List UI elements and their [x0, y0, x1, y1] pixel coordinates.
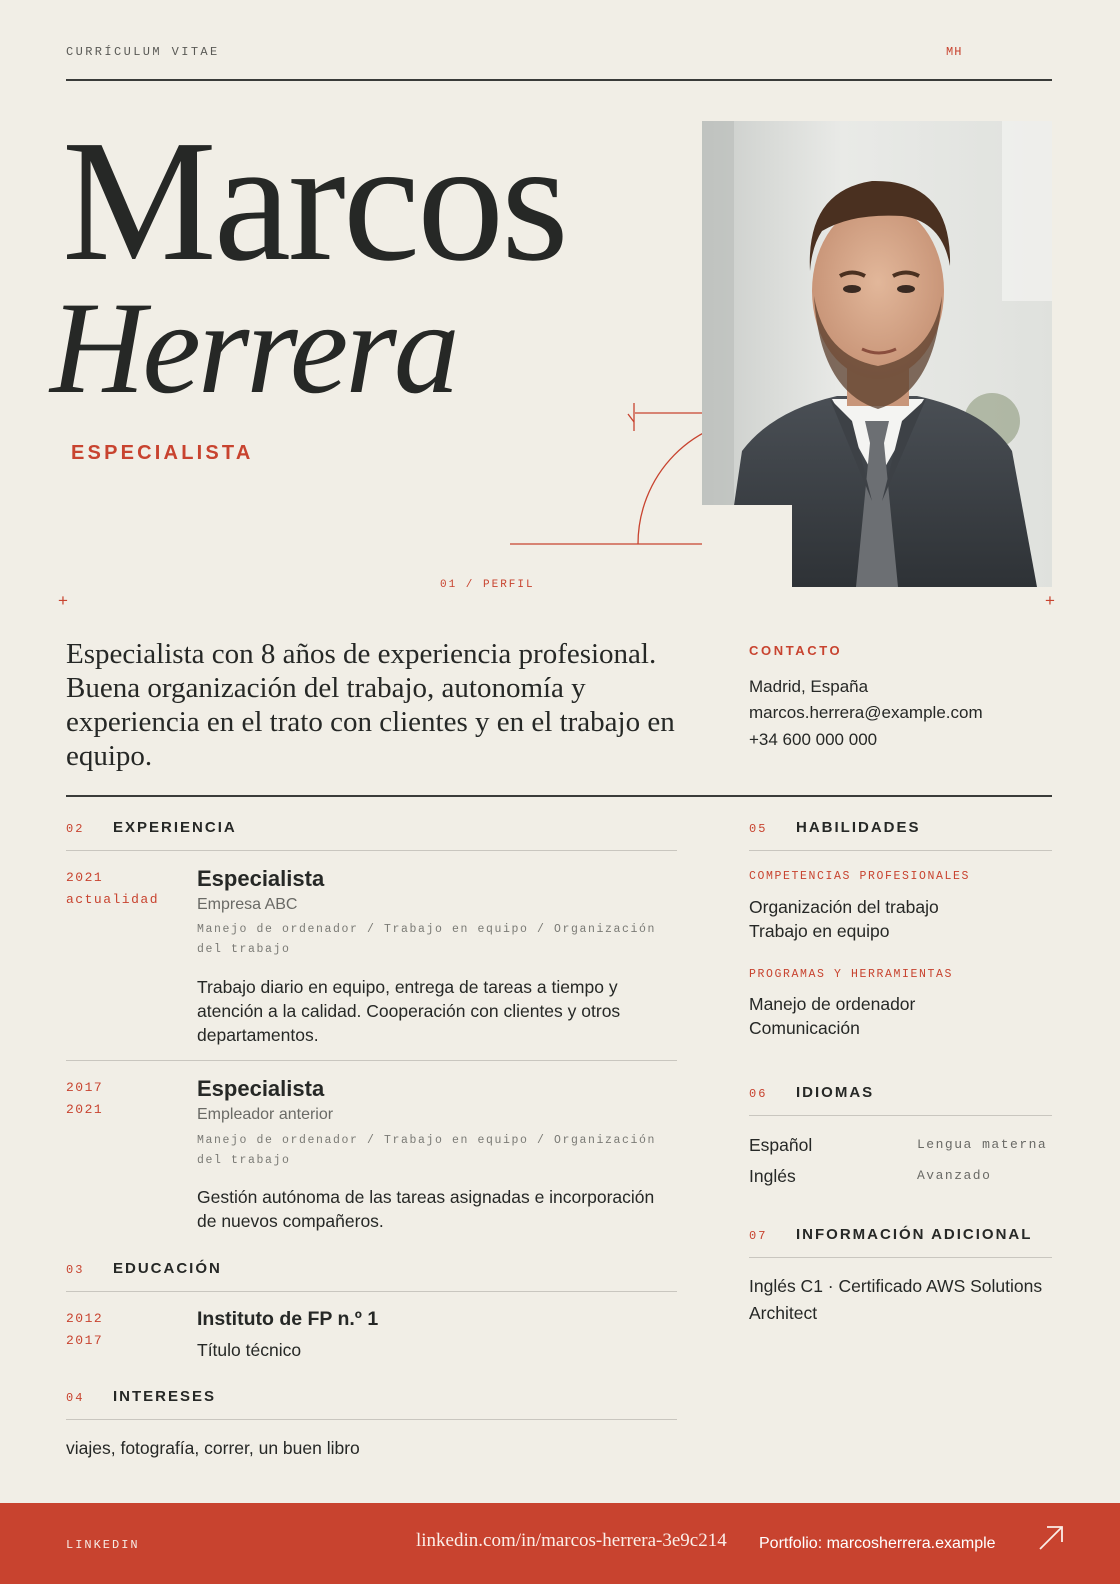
skills-heading: HABILIDADES — [796, 819, 921, 836]
contact-location: Madrid, España — [749, 677, 869, 696]
additional-section-number: 07 — [749, 1229, 768, 1243]
education-degree: Título técnico — [197, 1340, 302, 1360]
job-2-end-year: 2021 — [66, 1102, 104, 1117]
interests-heading: INTERESES — [113, 1388, 217, 1405]
skills-divider — [749, 850, 1052, 851]
experience-heading: EXPERIENCIA — [113, 819, 237, 836]
education-section-number: 03 — [66, 1263, 85, 1277]
job-divider — [66, 1060, 677, 1061]
document-label: CURRÍCULUM VITAE — [66, 45, 220, 59]
tool-item: Manejo de ordenador — [749, 994, 916, 1014]
experience-section-number: 02 — [66, 822, 85, 836]
profile-summary: Especialista con 8 años de experiencia profesional. Buena organización del trabajo, autonomía y experiencia en el trato con clientes y en el trabajo en equipo. — [66, 638, 675, 772]
role-title: ESPECIALISTA — [71, 442, 254, 464]
footer-linkedin-label: LINKEDIN — [66, 1538, 140, 1552]
job-1-company: Empresa ABC — [197, 896, 298, 913]
job-2-skills: Manejo de ordenador / Trabajo en equipo / Organización del trabajo — [197, 1134, 657, 1167]
tool-item: Comunicación — [749, 1018, 860, 1038]
language-level: Lengua materna — [917, 1137, 1048, 1152]
interests-section-number: 04 — [66, 1391, 85, 1405]
languages-section-number: 06 — [749, 1087, 768, 1101]
education-heading: EDUCACIÓN — [113, 1260, 222, 1277]
last-name: Herrera — [50, 274, 457, 421]
experience-divider — [66, 850, 677, 851]
interests-divider — [66, 1419, 677, 1420]
job-1-title: Especialista — [197, 866, 325, 891]
profile-section-tag: 01 / PERFIL — [440, 579, 535, 591]
language-name: Español — [749, 1135, 813, 1155]
job-1-start-year: 2021 — [66, 870, 104, 885]
crosshair-mark-left: + — [58, 591, 68, 610]
languages-divider — [749, 1115, 1052, 1116]
education-divider — [66, 1291, 677, 1292]
education-end-year: 2017 — [66, 1333, 104, 1348]
footer-bar — [0, 1503, 1120, 1584]
first-name: Marcos — [62, 104, 566, 297]
job-2-start-year: 2017 — [66, 1080, 104, 1095]
professional-skill-item: Trabajo en equipo — [749, 921, 890, 941]
header-divider — [66, 79, 1052, 81]
additional-divider — [749, 1257, 1052, 1258]
education-start-year: 2012 — [66, 1311, 104, 1326]
initials-monogram: MH — [946, 45, 963, 59]
job-1-description: Trabajo diario en equipo, entrega de tareas a tiempo y atención a la calidad. Cooperación con clientes y otros departamentos. — [197, 977, 621, 1045]
portfolio-link[interactable]: Portfolio: marcosherrera.example — [759, 1535, 996, 1552]
contact-phone[interactable]: +34 600 000 000 — [749, 730, 878, 749]
additional-heading: INFORMACIÓN ADICIONAL — [796, 1226, 1033, 1243]
job-1-end-year: actualidad — [66, 892, 160, 907]
job-1-skills: Manejo de ordenador / Trabajo en equipo / Organización del trabajo — [197, 923, 657, 956]
professional-skill-item: Organización del trabajo — [749, 897, 939, 917]
education-school: Instituto de FP n.º 1 — [197, 1308, 379, 1330]
contact-heading: CONTACTO — [749, 643, 843, 658]
linkedin-link[interactable]: linkedin.com/in/marcos-herrera-3e9c214 — [416, 1530, 727, 1551]
tools-label: PROGRAMAS Y HERRAMIENTAS — [749, 968, 954, 981]
contact-email[interactable]: marcos.herrera@example.com — [749, 703, 983, 722]
interests-text: viajes, fotografía, correr, un buen libro — [66, 1438, 360, 1458]
photo-notch — [702, 505, 792, 587]
arrow-up-right-icon[interactable] — [1036, 1523, 1066, 1553]
languages-heading: IDIOMAS — [796, 1084, 875, 1101]
language-name: Inglés — [749, 1166, 796, 1186]
summary-divider — [66, 795, 1052, 797]
language-level: Avanzado — [917, 1168, 992, 1183]
job-2-description: Gestión autónoma de las tareas asignadas e incorporación de nuevos compañeros. — [197, 1187, 655, 1231]
job-2-company: Empleador anterior — [197, 1106, 334, 1123]
additional-text: Inglés C1 · Certificado AWS Solutions Architect — [749, 1276, 1043, 1323]
crosshair-mark-right: + — [1045, 591, 1055, 610]
job-2-title: Especialista — [197, 1076, 325, 1101]
skills-section-number: 05 — [749, 822, 768, 836]
professional-skills-label: COMPETENCIAS PROFESIONALES — [749, 870, 971, 883]
